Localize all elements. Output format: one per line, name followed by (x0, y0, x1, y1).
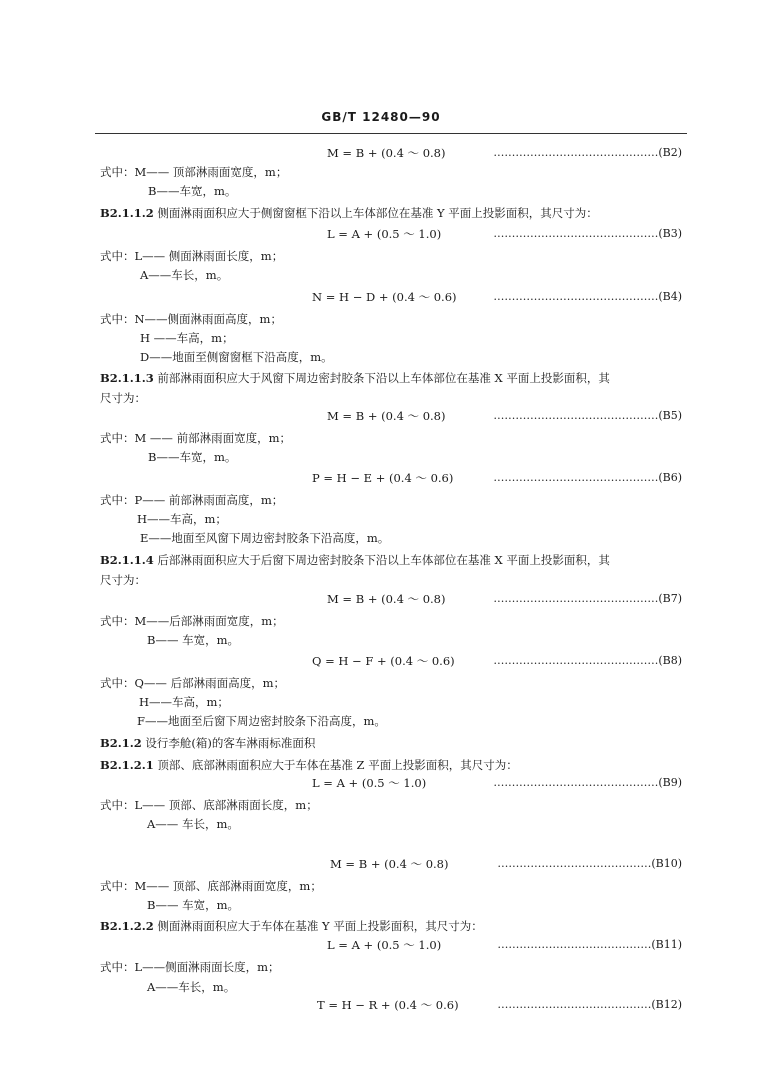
text-line: A—— 车长，m。 (147, 817, 239, 831)
equation-number: ………………………………………(B4) (493, 290, 682, 303)
text-line: H ——车高，m； (140, 331, 234, 345)
clause-text: 顶部、底部淋雨面积应大于车体在基准 Z 平面上投影面积，其尺寸为： (153, 758, 518, 772)
clause-number: B2.1.1.4 (100, 553, 154, 567)
clause-number: B2.1.2.2 (100, 919, 154, 933)
text-line: A——车长，m。 (140, 268, 229, 282)
text-line: 式中：M —— 前部淋雨面宽度，m； (100, 431, 291, 445)
clause-number: B2.1.1.3 (100, 371, 154, 385)
text-line: 式中：L—— 侧面淋雨面长度，m； (100, 249, 284, 263)
equation-number: ………………………………………(B8) (493, 654, 682, 667)
clause-number: B2.1.2 (100, 736, 142, 750)
clause-text: 设行李舱(箱)的客车淋雨标准面积 (141, 736, 316, 750)
equation: M = B + (0.4 ～ 0.8) (330, 857, 449, 871)
clause-heading (100, 758, 518, 772)
text-line: 式中：P—— 前部淋雨面高度，m； (100, 493, 284, 507)
text-line: B——车宽，m。 (148, 184, 237, 198)
header-rule (95, 133, 687, 134)
clause-number: B2.1.1.2 (100, 206, 154, 220)
equation-number: ………………………………………(B5) (493, 409, 682, 422)
equation-number: ……………………………………(B12) (497, 998, 682, 1011)
equation-number: ………………………………………(B2) (493, 146, 682, 159)
equation: N = H − D + (0.4 ～ 0.6) (312, 290, 457, 304)
text-line: 式中：M—— 顶部淋雨面宽度，m； (100, 165, 288, 179)
clause-text: 侧面淋雨面积应大于侧窗窗框下沿以上车体部位在基准 Y 平面上投影面积，其尺寸为： (153, 206, 598, 220)
equation: L = A + (0.5 ～ 1.0) (327, 938, 442, 952)
text-line: 尺寸为： (100, 573, 146, 587)
text-line: B—— 车宽，m。 (147, 898, 240, 912)
clause-heading (100, 206, 598, 220)
equation: M = B + (0.4 ～ 0.8) (327, 409, 446, 423)
clause-number: B2.1.2.1 (100, 758, 154, 772)
clause-text: 侧面淋雨面积应大于车体在基准 Y 平面上投影面积，其尺寸为： (153, 919, 483, 933)
clause-heading (100, 736, 315, 750)
equation-number: ………………………………………(B9) (493, 776, 682, 789)
clause-text: 后部淋雨面积应大于后窗下周边密封胶条下沿以上车体部位在基准 X 平面上投影面积，其 (153, 553, 610, 567)
equation-number: ………………………………………(B3) (493, 227, 682, 240)
clause-heading (100, 919, 483, 933)
equation: L = A + (0.5 ～ 1.0) (327, 227, 442, 241)
text-line: 式中：Q—— 后部淋雨面高度，m； (100, 676, 285, 690)
equation-number: ……………………………………(B11) (497, 938, 682, 951)
clause-text: 前部淋雨面积应大于风窗下周边密封胶条下沿以上车体部位在基准 X 平面上投影面积，其 (153, 371, 610, 385)
text-line: 式中：M—— 顶部、底部淋雨面宽度，m； (100, 879, 322, 893)
equation: M = B + (0.4 ～ 0.8) (327, 146, 446, 160)
text-line: 式中：L——侧面淋雨面长度，m； (100, 960, 280, 974)
text-line: 式中：N——侧面淋雨面高度，m； (100, 312, 282, 326)
equation: Q = H − F + (0.4 ～ 0.6) (312, 654, 455, 668)
equation: T = H − R + (0.4 ～ 0.6) (317, 998, 459, 1012)
text-line: B—— 车宽，m。 (147, 633, 240, 647)
text-line: A——车长，m。 (147, 980, 236, 994)
equation: P = H − E + (0.4 ～ 0.6) (312, 471, 454, 485)
text-line: 尺寸为： (100, 391, 146, 405)
text-line: 式中：L—— 顶部、底部淋雨面长度，m； (100, 798, 318, 812)
equation-number: ………………………………………(B6) (493, 471, 682, 484)
text-line: B——车宽，m。 (148, 450, 237, 464)
text-line: F——地面至后窗下周边密封胶条下沿高度，m。 (137, 714, 386, 728)
clause-heading (100, 553, 610, 567)
equation-number: ………………………………………(B7) (493, 592, 682, 605)
text-line: H——车高，m； (137, 512, 227, 526)
page-header: GB/T 12480—90 (321, 110, 441, 124)
equation: M = B + (0.4 ～ 0.8) (327, 592, 446, 606)
clause-heading (100, 371, 610, 385)
text-line: H——车高，m； (139, 695, 229, 709)
text-line: E——地面至风窗下周边密封胶条下沿高度，m。 (140, 531, 390, 545)
equation-number: ……………………………………(B10) (497, 857, 682, 870)
text-line: D——地面至侧窗窗框下沿高度，m。 (140, 350, 333, 364)
equation: L = A + (0.5 ～ 1.0) (312, 776, 427, 790)
text-line: 式中：M——后部淋雨面宽度，m； (100, 614, 284, 628)
